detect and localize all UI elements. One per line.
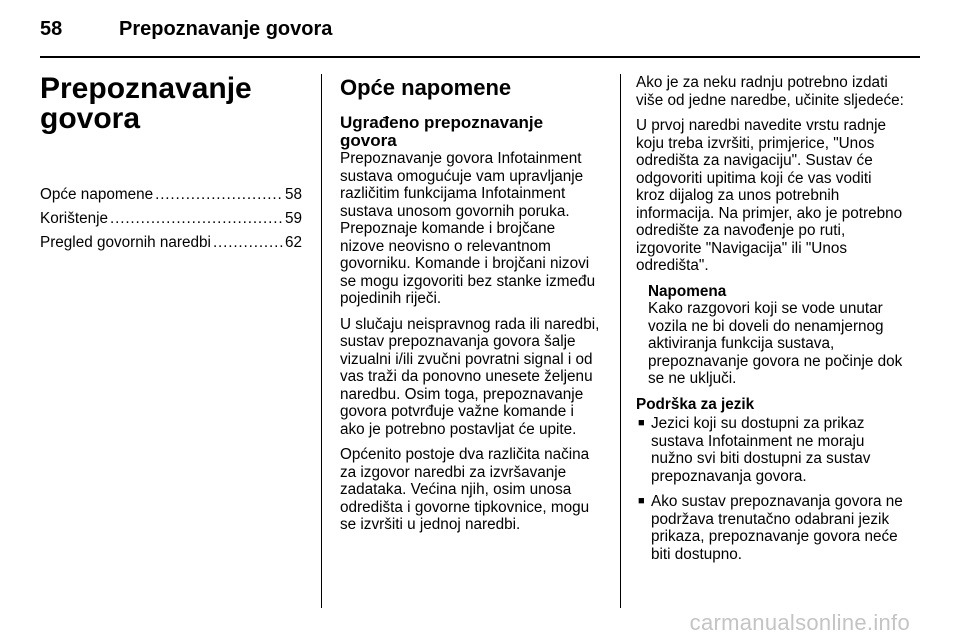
toc-entry[interactable]	[40, 210, 302, 228]
list-item: ■ Ako sustav prepoznavanja govora ne podržava trenutačno odabrani jezik prikaza, prepoznavanje govora neće biti dostupno.	[636, 493, 904, 563]
page-header	[40, 14, 920, 54]
list-item: ■ Jezici koji su dostupni za prikaz sustava Infotainment ne moraju nužno svi biti dostupni za sustav prepoznavanja govora.	[636, 415, 904, 485]
toc-entry-page: 59	[284, 210, 302, 227]
note-title: Napomena	[648, 282, 727, 300]
note-box	[648, 283, 904, 388]
toc-leader-dots	[155, 186, 283, 204]
note-text: Kako razgovori koji se vode unutar vozila ne bi doveli do nenamjernog aktiviranja funkcija sustava, prepoznavanje govora ne počinje dok se ne uključi.	[648, 300, 903, 387]
subsection-title: Ugrađeno prepoznavanje govora	[340, 113, 544, 150]
toc-entry-label: Korištenje	[40, 210, 109, 227]
section-title: Opće napomene	[340, 75, 512, 100]
page-number: 58	[40, 18, 63, 40]
language-support-heading: Podrška za jezik	[636, 395, 755, 413]
body-paragraph: Prepoznavanje govora Infotainment sustava omogućuje vam upravljanje različitim funkcijama Infotainment sustava unosom govornih poruka. Prepoznaje komande i brojčane nizove neovisno o relevantnom govorniku. Komande i brojčani nizovi se mogu izgovoriti bez stanke između pojedinih riječi.	[340, 150, 596, 307]
toc-entry[interactable]	[40, 234, 302, 252]
watermark: carmanualsonline.info	[689, 610, 910, 635]
chapter-column	[40, 74, 302, 258]
toc-entry[interactable]	[40, 186, 302, 204]
running-header-title: Prepoznavanje govora	[119, 18, 333, 40]
table-of-contents	[40, 186, 302, 252]
toc-leader-dots	[213, 234, 283, 252]
toc-entry-label: Opće napomene	[40, 186, 154, 203]
toc-entry-page: 58	[284, 186, 302, 203]
chapter-title: Prepoznavanje govora	[40, 72, 252, 135]
header-rule	[40, 56, 920, 58]
toc-leader-dots	[110, 210, 283, 228]
toc-entry-label: Pregled govornih naredbi	[40, 234, 211, 251]
column-divider	[321, 74, 322, 608]
body-paragraph: U prvoj naredbi navedite vrstu radnje koju treba izvršiti, primjerice, "Unos odredišta za navigaciju". Sustav će odgovoriti upitima koji će vas voditi kroz dijalog za unos potrebnih informacija. Na primjer, ako je potrebno odredište za navođenje po ruti, izgovorite "Navigacija" ili "Unos odredišta".	[636, 117, 903, 274]
section-column	[340, 74, 602, 542]
language-support-list	[636, 415, 904, 563]
body-paragraph: U slučaju neispravnog rada ili naredbi, sustav prepoznavanja govora šalje vizualni i/ili zvučni povratni signal i od vas traži da ponovno unesete željenu naredbu. Osim toga, prepoznavanje govora potvrđuje važne komande i ako je potrebno postavljat će upite.	[340, 315, 600, 438]
toc-entry-page: 62	[284, 234, 302, 251]
column-divider	[620, 74, 621, 608]
body-paragraph: Općenito postoje dva različita načina za izgovor naredbi za izvršavanje zadataka. Većina njih, osim unosa odredišta i govorne tipkovnice, mogu se izvršiti u jednoj naredbi.	[340, 446, 590, 533]
continuation-column	[636, 74, 904, 571]
body-paragraph: Ako je za neku radnju potrebno izdati više od jedne naredbe, učinite sljedeće:	[636, 74, 904, 109]
